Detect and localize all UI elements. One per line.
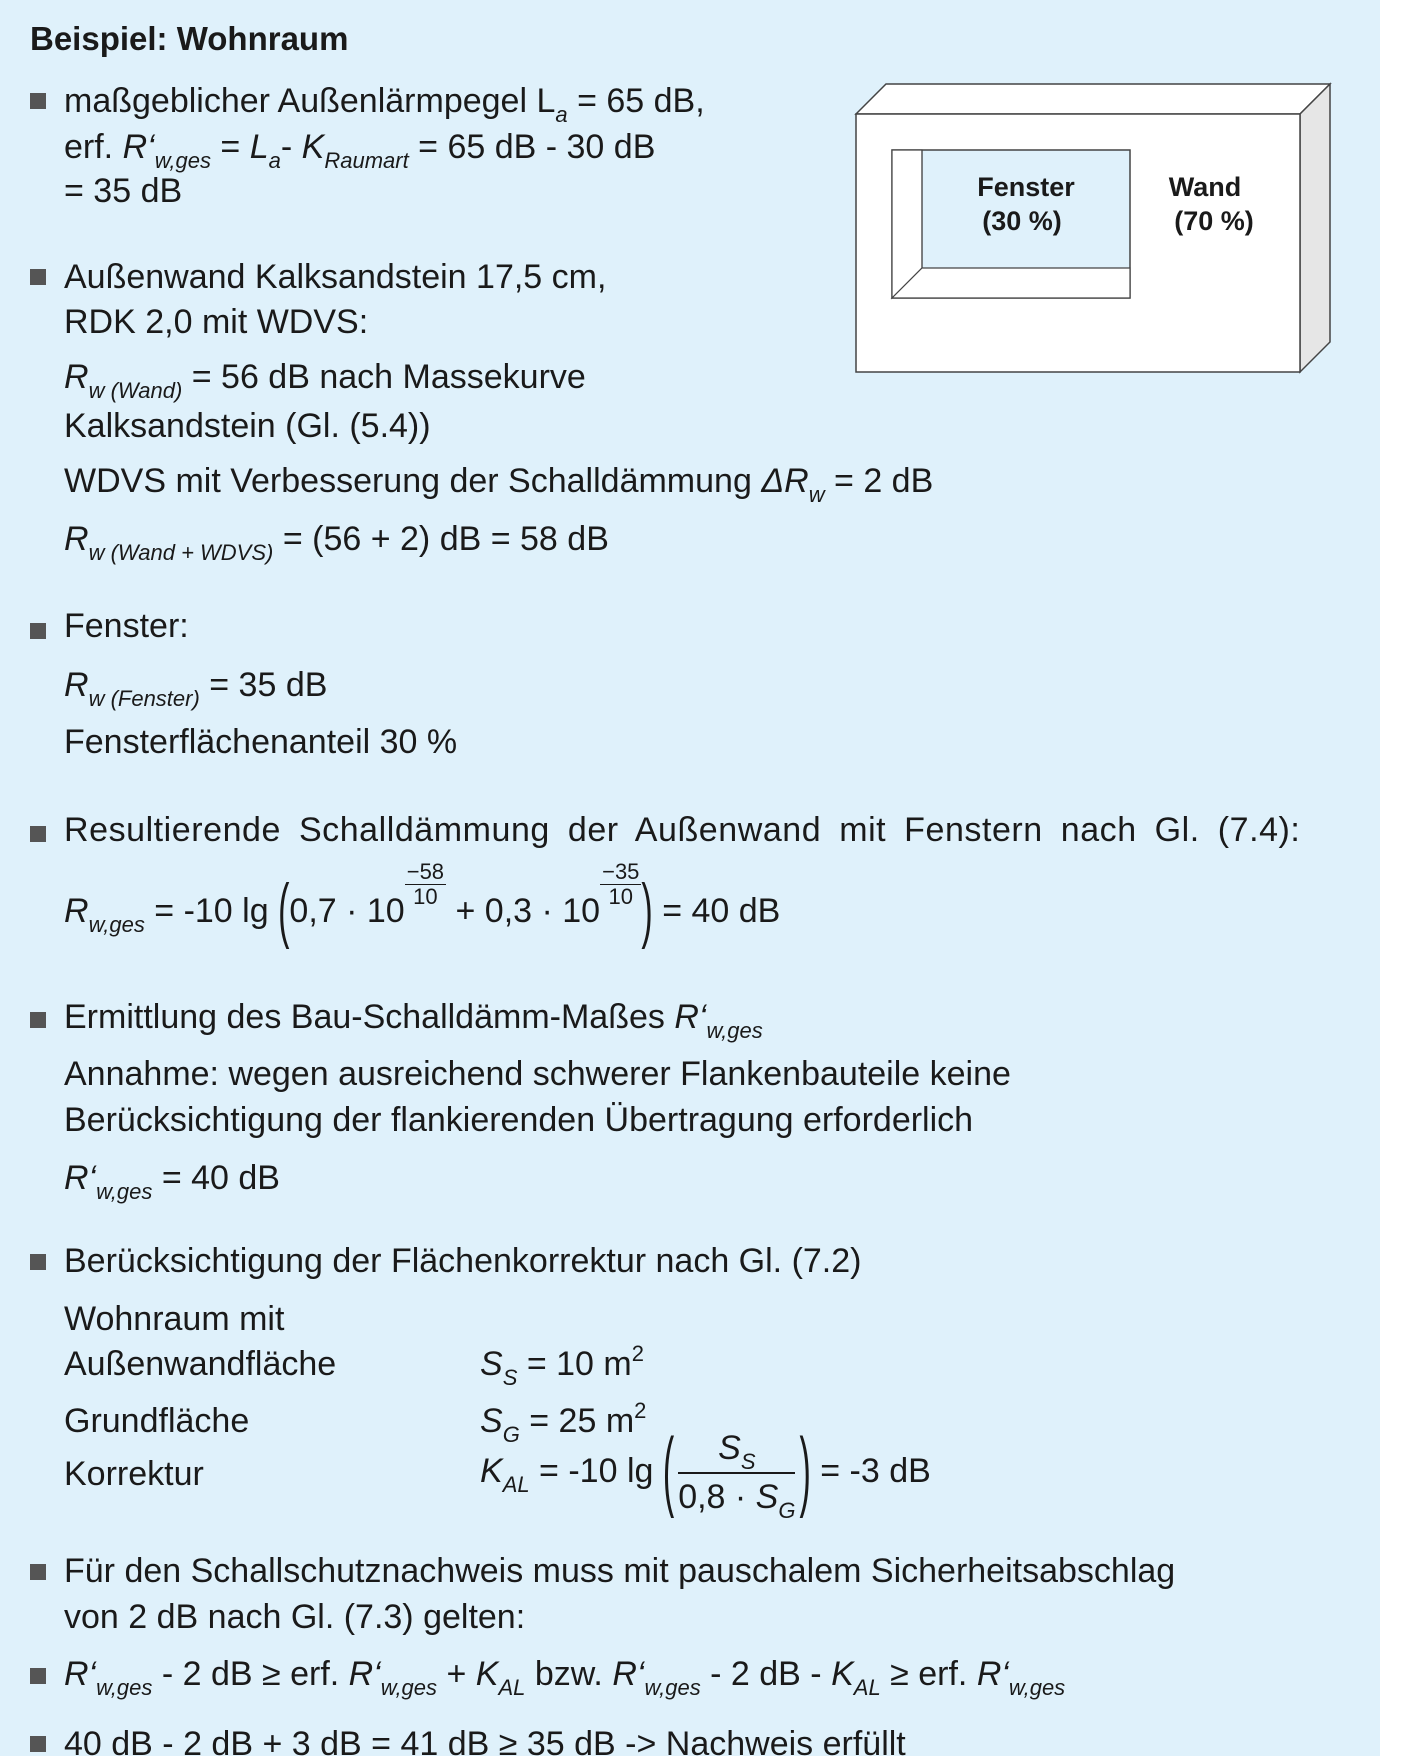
bullet: [30, 1564, 46, 1580]
s1-line3: = 35 dB: [64, 172, 183, 210]
s9-line1: 40 dB - 2 dB + 3 dB = 41 dB ≥ 35 dB -> Nachweis erfüllt: [64, 1725, 906, 1763]
fenster-percent: (30 %): [982, 206, 1062, 236]
bullet: [30, 1012, 46, 1028]
s6-row-value: $S_S = 10$ $m^2$: [480, 1341, 644, 1390]
bullet: [30, 1736, 46, 1752]
s4-formula: $R_{w,ges} = -10$ lg (0,7 · 10 $\frac{-58}{10}$ + 0,3 · 10 $\frac{-35}{10}$ ) = 40 dB: [64, 859, 781, 952]
s3-line3: Fensterflächenanteil 30 %: [64, 723, 458, 761]
s3-line2: $R_{w (Fenster)} = 35$ dB: [64, 666, 328, 711]
s1-line1: maßgeblicher Außenlärmpegel $L_a = 65$ dB,: [64, 82, 705, 127]
s2-line3: $R_{w (Wand)} = 56$ dB nach Massekurve: [64, 358, 586, 403]
bullet: [30, 623, 46, 639]
bullet: [30, 1254, 46, 1270]
s7-line2: von 2 dB nach Gl. (7.3) gelten:: [64, 1598, 526, 1636]
s8-inequality: $R‘_{w,ges} - 2$ dB ≥ erf. $R‘_{w,ges} + K_{AL}$ bzw. $R‘_{w,ges} - 2$ dB - $K_{AL}$ ≥ erf. $R‘_{w,ges}$: [64, 1655, 1066, 1700]
bullet: [30, 826, 46, 842]
wall-window-diagram: [850, 82, 1340, 382]
s5-line1: Ermittlung des Bau-Schalldämm-Maßes $R‘_{w,ges}$: [64, 998, 763, 1043]
s2-line1: Außenwand Kalksandstein 17,5 cm,: [64, 258, 607, 296]
wand-percent: (70 %): [1174, 206, 1254, 236]
s6-korrektur-formula: $K_{AL} = -10$ lg ( $\frac{S_S}{0,8 \cdot S_G}$ ) = -3 dB: [480, 1421, 931, 1524]
s6-row-value: $S_G = 25$ $m^2$: [480, 1398, 647, 1447]
wand-label: Wand: [1168, 172, 1242, 202]
fenster-label: Fenster: [977, 172, 1075, 202]
example-title: Beispiel: Wohnraum: [30, 20, 349, 57]
s6-row-label: Grundfläche: [64, 1402, 250, 1440]
bullet: [30, 93, 46, 109]
s5-line4: $R‘_{w,ges} = 40$ dB: [64, 1159, 280, 1204]
s2-line5: WDVS mit Verbesserung der Schalldämmung $\Delta R_w = 2$ dB: [64, 462, 934, 507]
s7-line1: Für den Schallschutznachweis muss mit pauschalem Sicherheitsabschlag: [64, 1552, 1176, 1590]
bullet: [30, 1668, 46, 1684]
bullet: [30, 269, 46, 285]
s6-line1: Berücksichtigung der Flächenkorrektur nach Gl. (7.2): [64, 1242, 862, 1280]
s6-row-label: Außenwandfläche: [64, 1345, 337, 1383]
s6-line2: Wohnraum mit: [64, 1300, 285, 1338]
s2-line6: $R_{w (Wand + WDVS)} = (56 + 2)$ dB = 58 dB: [64, 520, 609, 565]
s1-line2: erf. $R‘_{w,ges} = L_a-$ $K_{Raumart} = 65$ dB - 30 dB: [64, 128, 656, 173]
s2-line4: Kalksandstein (Gl. (5.4)): [64, 407, 431, 445]
s2-line2: RDK 2,0 mit WDVS:: [64, 303, 369, 341]
s5-line2: Annahme: wegen ausreichend schwerer Flankenbauteile keine: [64, 1055, 1011, 1093]
s5-line3: Berücksichtigung der flankierenden Übertragung erforderlich: [64, 1101, 974, 1139]
s3-line1: Fenster:: [64, 607, 189, 645]
s6-korrektur-label: Korrektur: [64, 1455, 204, 1493]
s4-line1: Resultierende Schalldämmung der Außenwand mit Fenstern nach Gl. (7.4):: [64, 811, 1301, 849]
